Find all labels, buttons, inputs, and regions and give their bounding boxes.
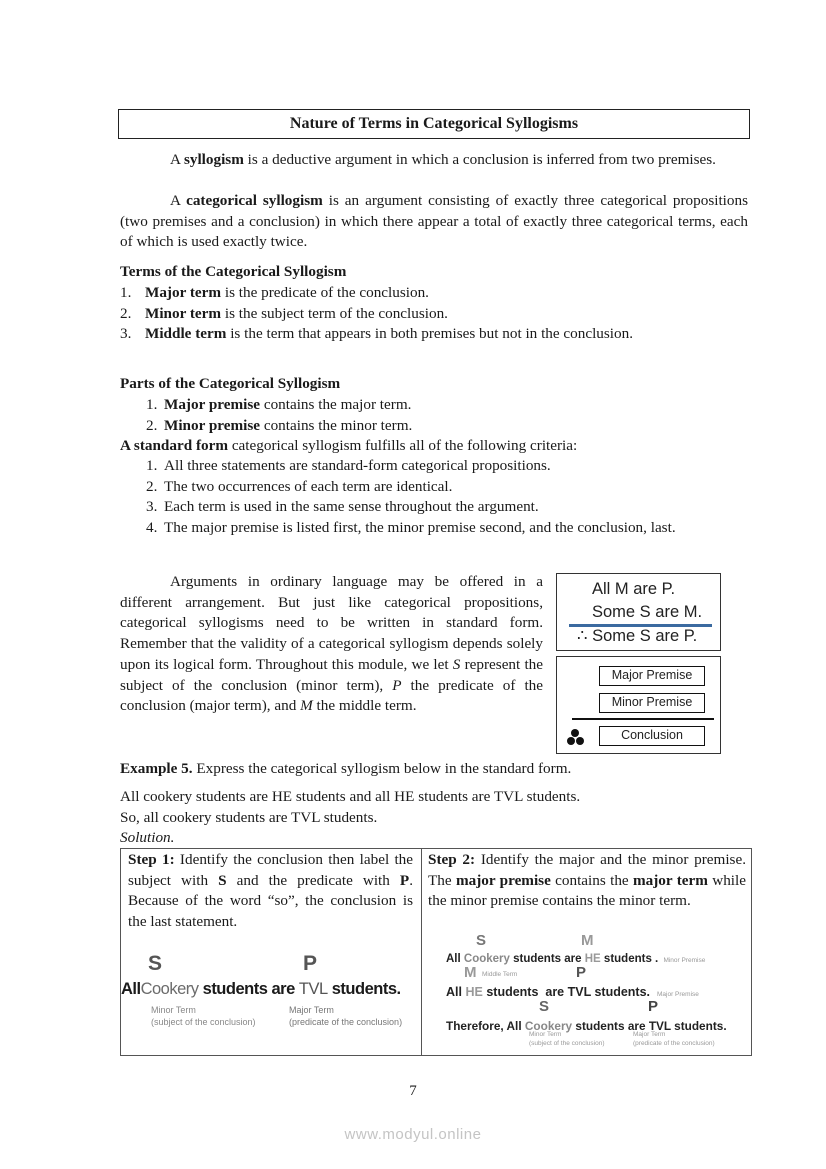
minor-premise-sentence: All Cookery students are HE students . Minor Premise [446, 953, 706, 965]
terms-heading: Terms of the Categorical Syllogism [120, 263, 347, 280]
conclusion-sentence-standard: Therefore, All Cookery students are TVL students. [446, 1019, 727, 1033]
list-item: 3. Middle term is the term that appears in both premises but not in the conclusion. [120, 325, 634, 343]
major-term-note: Major Term (predicate of the conclusion) [289, 1005, 403, 1027]
solution-label: Solution. [120, 829, 175, 847]
list-item: 2. Minor term is the subject term of the conclusion. [120, 304, 448, 322]
terms-list [120, 283, 720, 345]
row3-label-p: P [648, 998, 659, 1015]
syllogism-example-figure [556, 573, 721, 651]
middle-term-tag: Middle Term [482, 971, 518, 978]
arguments-paragraph: Arguments in ordinary language may be offered in a different arrangement. But just like categorical propositions, categorical syllogisms need to be written in standard form. Remember that the validity of a categorical syllogism depends solely upon its logical form. Throughout this module, we let S represent the subject of the conclusion (minor term), P the predicate of the conclusion (major term), and M the middle term. [120, 573, 543, 715]
categorical-syllogism-definition: A categorical syllogism is an argument consisting of exactly three categorical propositions (two premises and a conclusion) in which there appear a total of exactly three categorical terms, each of which is used exactly twice. [120, 192, 748, 251]
conclusion-line: ∴ Some S are P. [577, 627, 698, 645]
minor-term-note: Minor Term (subject of the conclusion) [151, 1005, 256, 1027]
divider-line [572, 718, 714, 720]
list-item: 3. Each term is used in the same sense throughout the argument. [146, 498, 539, 516]
conclusion-sentence: AllCookery students are TVL students. [121, 980, 401, 998]
subject-label-s: S [148, 952, 163, 975]
major-premise-sentence: All HE students are TVL students. Major Premise [446, 985, 699, 999]
major-premise-tag: Major Premise [656, 991, 699, 998]
list-item: 1. Major term is the predicate of the conclusion. [120, 284, 429, 301]
major-premise-line: All M are P. [592, 580, 676, 598]
row2-label-p: P [576, 964, 587, 981]
step2-cell: Step 2: Identify the major and the minor premise. The major premise contains the major term while the minor premise contains the minor term. [428, 851, 746, 910]
parts-heading: Parts of the Categorical Syllogism [120, 375, 341, 392]
standard-form-intro: A standard form categorical syllogism fulfills all of the following criteria: [120, 437, 578, 454]
criteria-list [146, 456, 750, 539]
step1-cell: Step 1: Identify the conclusion then label the subject with S and the predicate with P. Because of the word “so”, the conclusion is the last statement. [128, 851, 414, 931]
minor-premise-box: Minor Premise [599, 693, 705, 713]
predicate-label-p: P [303, 952, 318, 975]
example-argument: All cookery students are HE students and all HE students are TVL students. So, all cookery students are TVL students. Solution. [120, 787, 750, 849]
syllogism-definition: A syllogism is a deductive argument in which a conclusion is inferred from two premises. [170, 151, 716, 168]
list-item: 2. The two occurrences of each term are identical. [146, 477, 453, 495]
row3-major-term-note: Major Term (predicate of the conclusion) [633, 1031, 715, 1047]
list-item: 1. Major premise contains the major term. [146, 396, 412, 413]
page-number: 7 [409, 1083, 417, 1099]
example-heading: Example 5. Express the categorical syllogism below in the standard form. [120, 760, 572, 777]
solution-table [120, 848, 752, 1056]
row1-label-m: M [581, 932, 594, 949]
section-title: Nature of Terms in Categorical Syllogisms [118, 109, 750, 139]
list-item: 4. The major premise is listed first, the minor premise second, and the conclusion, last. [146, 519, 676, 537]
syllogism-structure-figure [556, 656, 721, 754]
list-item: 1. All three statements are standard-form categorical propositions. [146, 457, 551, 474]
parts-list [146, 395, 746, 436]
minor-premise-tag: Minor Premise [663, 957, 706, 964]
major-premise-box: Major Premise [599, 666, 705, 686]
row1-label-s: S [476, 932, 487, 949]
row3-minor-term-note: Minor Term (subject of the conclusion) [529, 1031, 605, 1047]
list-item: 2. Minor premise contains the minor term. [146, 416, 413, 434]
watermark: www.modyul.online [344, 1126, 482, 1143]
minor-premise-line: Some S are M. [592, 603, 703, 621]
column-divider [421, 849, 422, 1055]
conclusion-box: Conclusion [599, 726, 705, 746]
row3-label-s: S [539, 998, 550, 1015]
row2-label-m: M [464, 964, 477, 981]
